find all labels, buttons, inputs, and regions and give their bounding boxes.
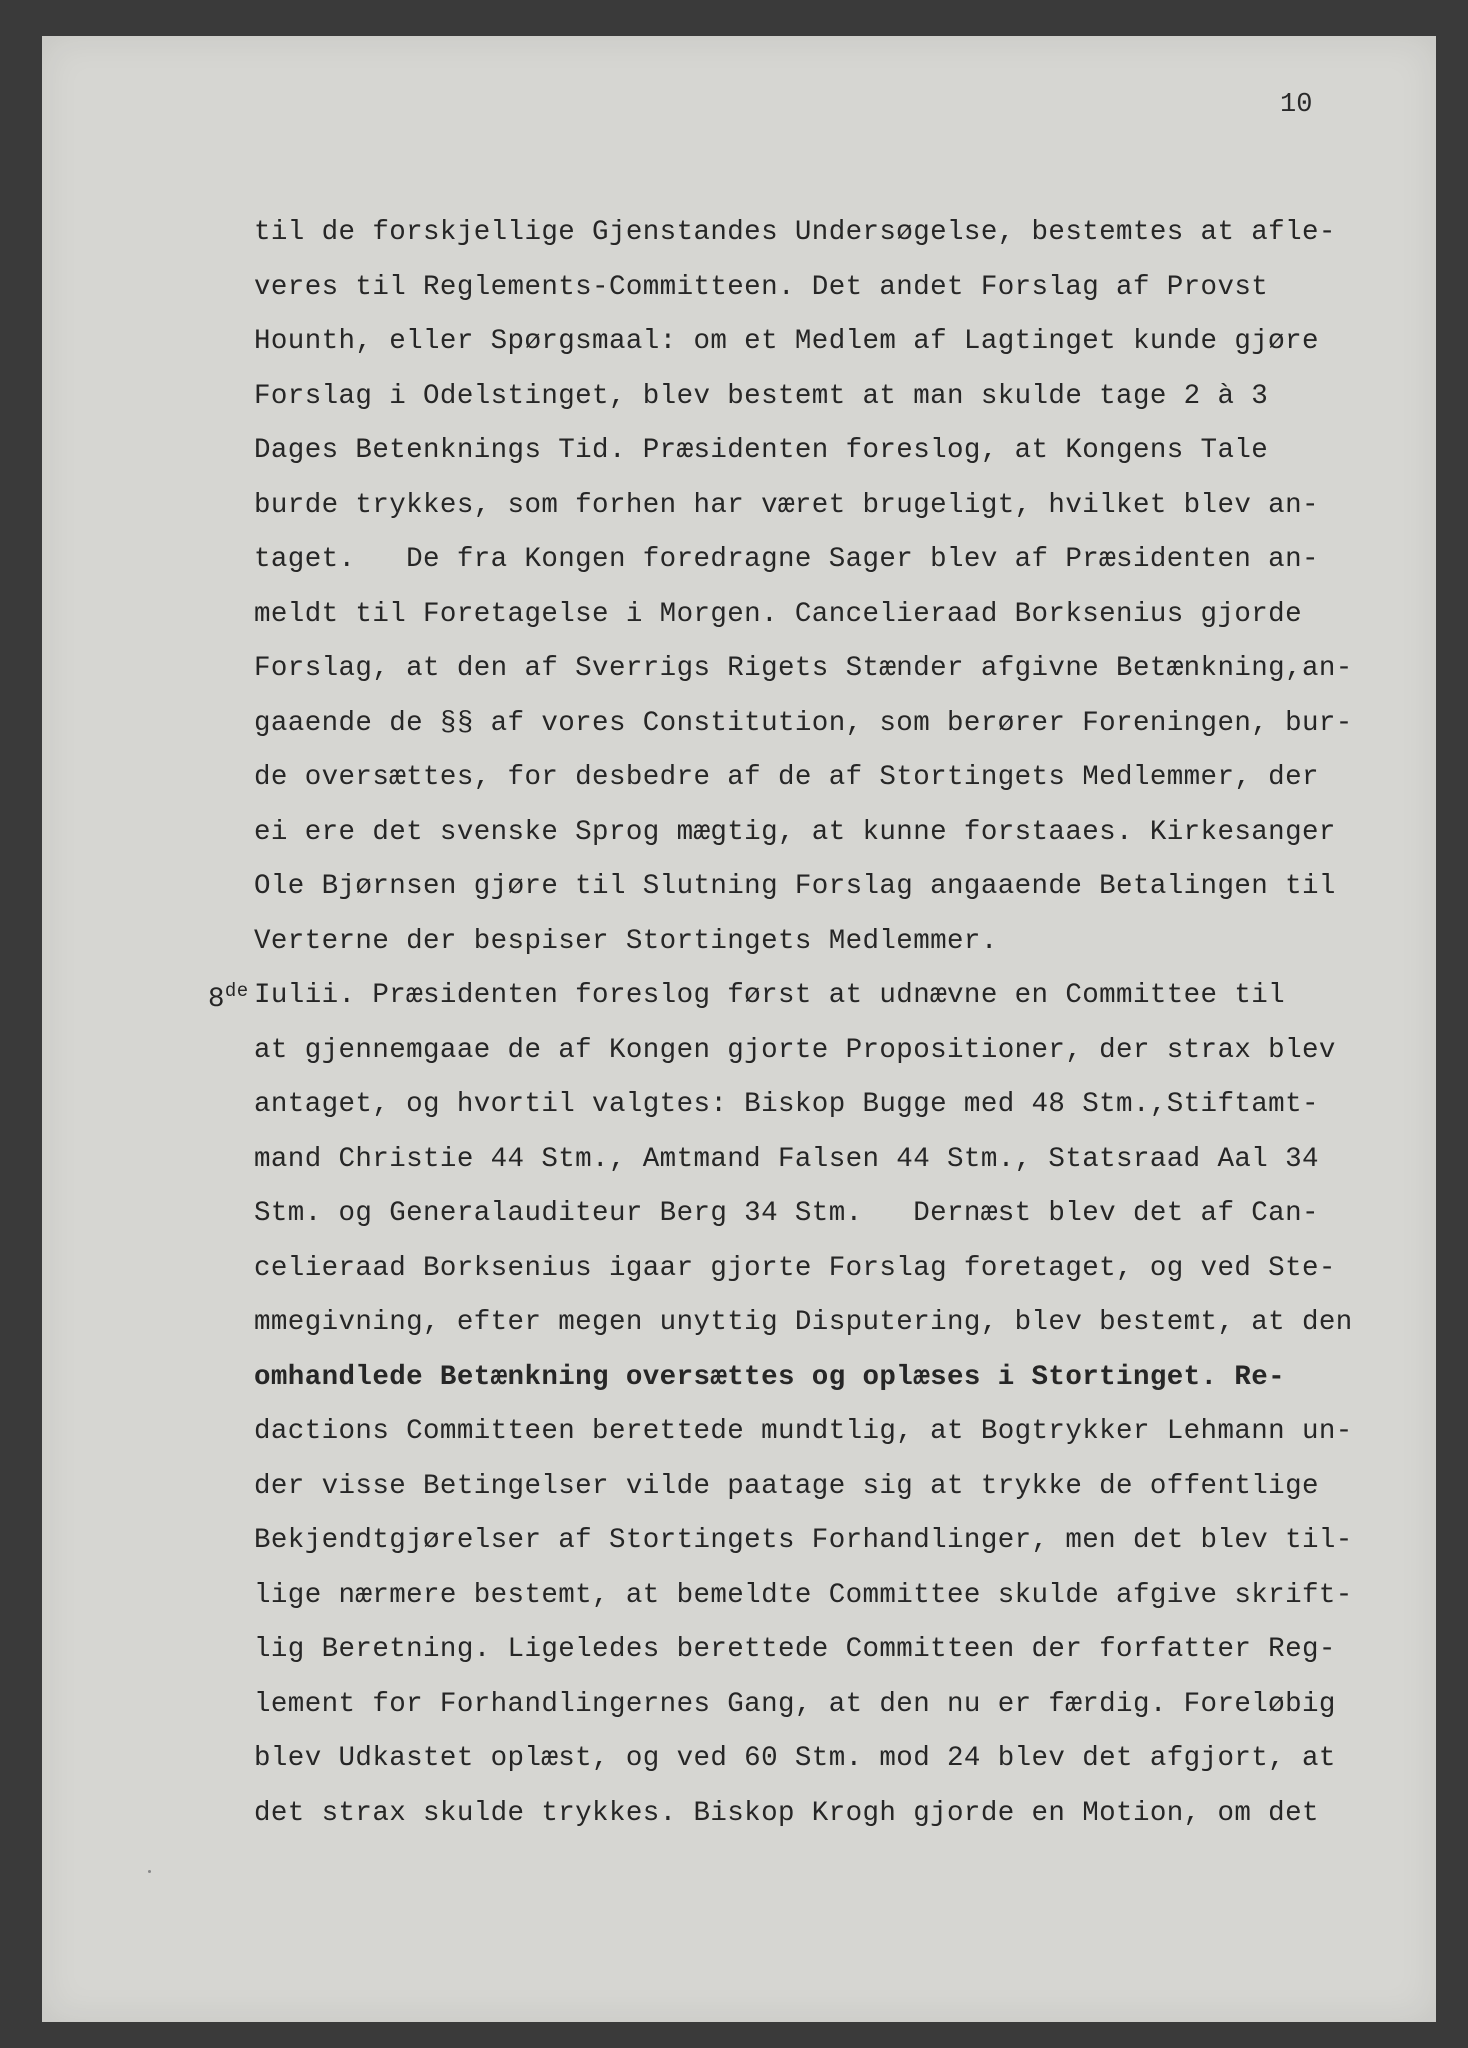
document-body [208,206,1353,1841]
text-line: Forslag, at den af Sverrigs Rigets Stænder afgivne Betænkning,an- [254,653,1353,684]
text-line: Verterne der bespiser Stortingets Medlemmer. [254,925,998,957]
text-line: taget. De fra Kongen foredragne Sager blev af Præsidenten an- [254,544,1319,575]
text-line: Ole Bjørnsen gjøre til Slutning Forslag angaaende Betalingen til [254,871,1336,902]
text-line: veres til Reglements-Committeen. Det andet Forslag af Provst [254,271,1269,303]
text-line: antaget, og hvortil valgtes: Biskop Bugge med 48 Stm.,Stiftamt- [254,1089,1319,1120]
text-line: Bekjendtgjørelser af Stortingets Forhandlinger, men det blev til- [254,1525,1353,1556]
text-line: ei ere det svenske Sprog mægtig, at kunne forstaaes. Kirkesanger [254,816,1336,848]
text-line: lige nærmere bestemt, at bemeldte Committee skulde afgive skrift- [254,1579,1353,1611]
paragraph-1 [254,206,1353,969]
text-line: Dages Betenknings Tid. Præsidenten foreslog, at Kongens Tale [254,435,1269,466]
text-line: Hounth, eller Spørgsmaal: om et Medlem af Lagtinget kunde gjøre [254,326,1319,357]
text-line: til de forskjellige Gjenstandes Undersøgelse, bestemtes at afle- [254,217,1336,248]
text-line: Stm. og Generalauditeur Berg 34 Stm. Dernæst blev det af Can- [254,1198,1319,1229]
paragraph-2 [208,969,1353,1841]
paper-speck [148,1870,151,1873]
text-line: lig Beretning. Ligeledes berettede Committeen der forfatter Reg- [254,1634,1336,1665]
text-line: omhandlede Betænkning oversættes og oplæses i Stortinget. Re- [254,1361,1286,1393]
text-line: mmegivning, efter megen unyttig Disputering, blev bestemt, at den [254,1307,1353,1338]
text-line: Forslag i Odelstinget, blev bestemt at man skulde tage 2 à 3 [254,380,1269,412]
text-line: burde trykkes, som forhen har været brugeligt, hvilket blev an- [254,489,1319,521]
text-line: mand Christie 44 Stm., Amtmand Falsen 44 Stm., Statsraad Aal 34 [254,1143,1319,1175]
text-line: gaaende de §§ af vores Constitution, som berører Foreningen, bur- [254,707,1353,739]
text-line: meldt til Foretagelse i Morgen. Cancelieraad Borksenius gjorde [254,598,1302,630]
text-line: de oversættes, for desbedre af de af Stortingets Medlemmer, der [254,762,1319,793]
text-line: blev Udkastet oplæst, og ved 60 Stm. mod 24 blev det afgjort, at [254,1743,1336,1774]
text-line: der visse Betingelser vilde paatage sig at trykke de offentlige [254,1470,1319,1502]
page-number: 10 [1280,90,1313,120]
date-suffix: de [224,980,249,1002]
date-day: 8 [208,984,225,1015]
text-line: at gjennemgaae de af Kongen gjorte Propositioner, der strax blev [254,1034,1336,1066]
text-line: Iulii. Præsidenten foreslog først at udnævne en Committee til [254,980,1286,1011]
text-line: dactions Committeen berettede mundtlig, at Bogtrykker Lehmann un- [254,1416,1353,1447]
text-line: det strax skulde trykkes. Biskop Krogh gjorde en Motion, om det [254,1797,1319,1829]
text-line: celieraad Borksenius igaar gjorte Forslag foretaget, og ved Ste- [254,1252,1336,1284]
date-label [208,980,249,1015]
text-line: lement for Forhandlingernes Gang, at den nu er færdig. Foreløbig [254,1688,1336,1720]
